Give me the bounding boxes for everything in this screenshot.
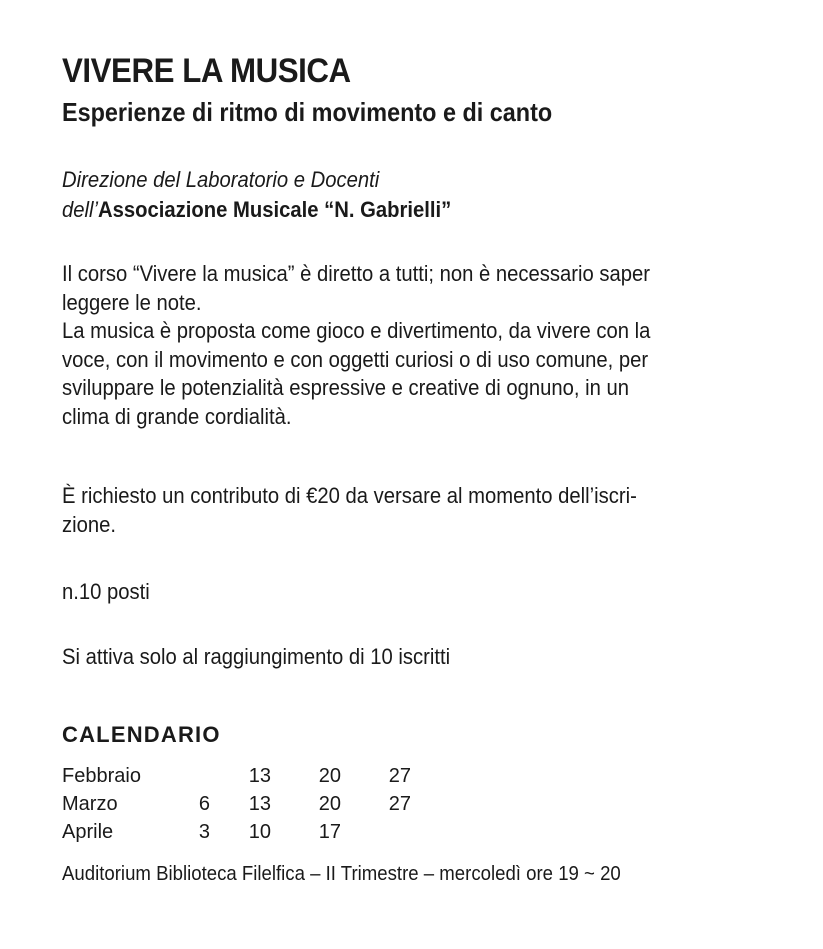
description-line: clima di grande cordialità. [62, 403, 292, 429]
calendar-table [62, 762, 411, 846]
calendar-month: Aprile [62, 821, 114, 843]
calendar-day [341, 818, 411, 846]
calendar-day: 20 [318, 765, 341, 787]
calendar-day: 27 [388, 793, 411, 815]
fee-line: È richiesto un contributo di €20 da versare al momento dell’iscri- [62, 483, 637, 508]
direction-prefix: dell’ [62, 197, 99, 222]
description-line: leggere le note. [62, 289, 202, 315]
calendar-day: 6 [198, 793, 210, 815]
page-title: VIVERE LA MUSICA [62, 52, 351, 90]
activation-info: Si attiva solo al raggiungimento di 10 iscritti [62, 644, 451, 669]
description-line: voce, con il movimento e con oggetti curiosi o di uso comune, per [62, 346, 649, 372]
description-line: La musica è proposta come gioco e divertimento, da vivere con la [62, 318, 651, 343]
fee-line: zione. [62, 511, 117, 537]
calendar-day: 10 [248, 821, 271, 843]
calendar-day: 13 [248, 765, 271, 787]
course-description [62, 260, 650, 431]
calendar-row [62, 790, 411, 818]
calendar-day: 13 [248, 793, 271, 815]
venue-footer: Auditorium Biblioteca Filelfica – II Trimestre – mercoledì ore 19 ~ 20 [62, 863, 621, 885]
description-line: sviluppare le potenzialità espressive e creative di ognuno, in un [62, 375, 630, 400]
seats-info: n.10 posti [62, 579, 150, 604]
calendar-day: 17 [318, 821, 341, 843]
description-line: Il corso “Vivere la musica” è diretto a tutti; non è necessario saper [62, 261, 650, 286]
calendar-day: 27 [388, 765, 411, 787]
direction-line-1: Direzione del Laboratorio e Docenti [62, 167, 380, 192]
calendar-row [62, 762, 411, 790]
calendar-month: Marzo [62, 793, 118, 815]
calendar-day [177, 762, 210, 790]
calendar-row [62, 818, 411, 846]
calendar-month: Febbraio [62, 765, 141, 787]
calendar-title: CALENDARIO [62, 722, 221, 747]
calendar-day: 20 [318, 793, 341, 815]
fee-info [62, 482, 637, 539]
association-name: Associazione Musicale “N. Gabrielli” [98, 197, 452, 222]
direction-line-2 [62, 195, 451, 225]
direction-credit [62, 165, 451, 225]
calendar-day: 3 [198, 821, 210, 843]
page-subtitle: Esperienze di ritmo di movimento e di canto [62, 97, 553, 127]
